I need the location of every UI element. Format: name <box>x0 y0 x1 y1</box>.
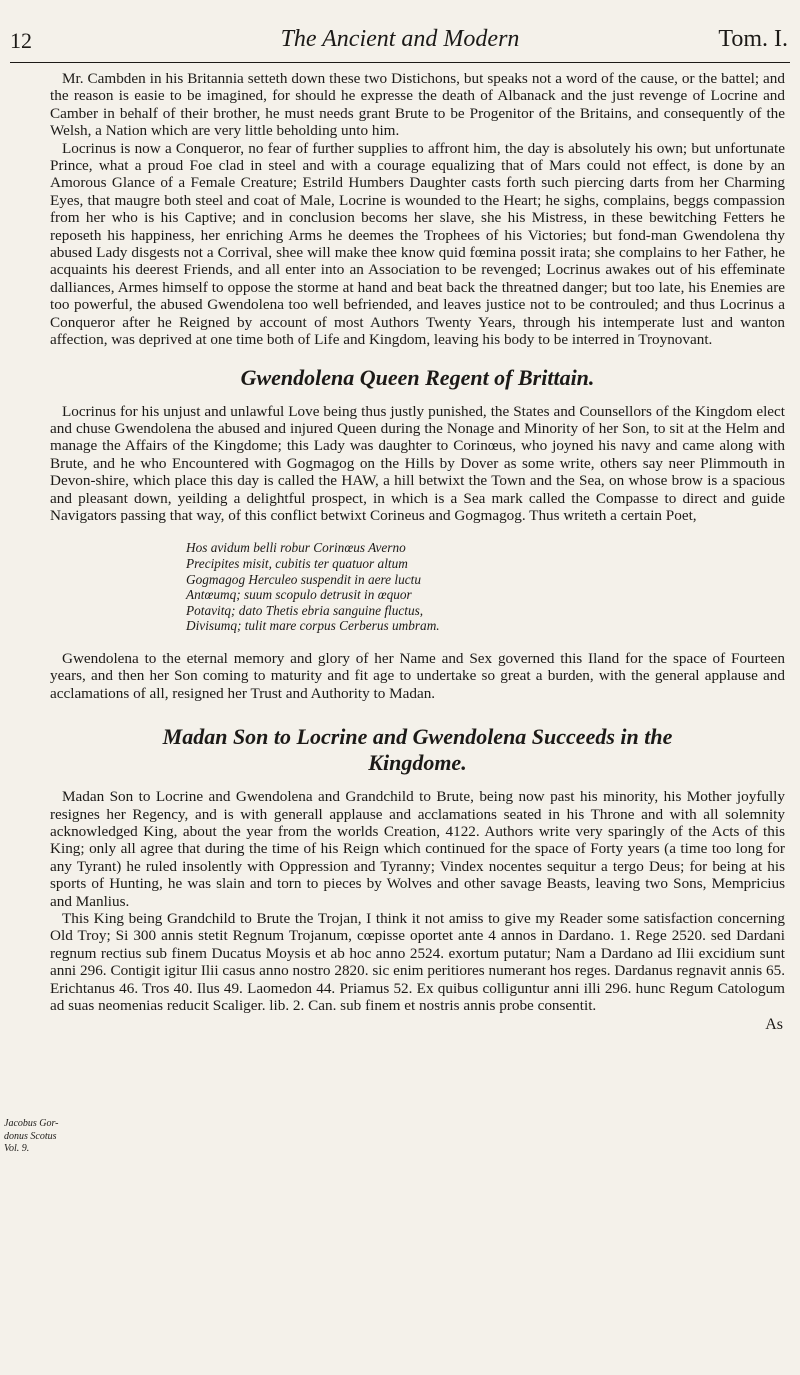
verse-line: Antœumq; suum scopulo detrusit in œquor <box>186 587 412 603</box>
paragraph-cambden: Mr. Cambden in his Britannia setteth down these two Distichons, but speaks not a word of the cause, or the battel; and the reason is easie to be imagined, for should he expresse the death of Albanack and the just revenge of Locrine and Camber in behalf of their brother, he must needs grant Brute to be Progenitor of the Britains, and consequently of the Welsh, a Nation which are very little beholding unto him. <box>50 70 785 140</box>
running-title: The Ancient and Modern <box>280 26 520 52</box>
paragraph-gwendolena-regent: Locrinus for his unjust and unlawful Love being thus justly punished, the States and Counsellors of the Kingdom elect and chuse Gwendolena the abused and injured Queen during the Nonage and Minority of her Son, to sit at the Helm and manage the Affairs of the Kingdome; this Lady was daughter to Corinœus, who joyned his navy and came along with Brute, and he who Encountered with Gogmagog on the Hills by Dover as some write, others say neer Plimmouth in Devon-shire, which place this day is called the HAW, a hill betwixt the Town and the Sea, on whose brow is a spacious and pleasant down, yeilding a delightful prospect, in which is a Sea mark called the Compasse to direct and guide Navigators passing that way, of this conflict betwixt Corineus and Gogmagog. Thus writeth a certain Poet, <box>50 402 785 524</box>
paragraph-gwendolena-governed: Gwendolena to the eternal memory and glory of her Name and Sex governed this Iland for the space of Fourteen years, and then her Son coming to maturity and fit age to undertake so great a burden, with the general applause and acclamations of all, resigned her Trust and Authority to Madan. <box>50 649 785 702</box>
catchword: As <box>765 1016 783 1034</box>
header-rule <box>10 62 790 63</box>
verse-line: Precipites misit, cubitis ter quatuor altum <box>186 555 408 571</box>
volume-label: Tom. I. <box>718 26 788 52</box>
verse-line: Divisumq; tulit mare corpus Cerberus umbram. <box>186 618 440 634</box>
page-number: 12 <box>10 28 32 53</box>
paragraph-old-troy: This King being Grandchild to Brute the Trojan, I think it not amiss to give my Reader some satisfaction concerning Old Troy; Si 300 annis stetit Regnum Trojanum, cœpisse oportet ante 4 annos in Dardano. 1. Rege 2520. sed Dardani regnum rectius sub finem Ducatus Moysis et ab hoc anno 2524. exortum putatur; Nam a Dardano ad Ilii excidium sunt anni 296. Contigit igitur Ilii casus anno nostro 2820. sic enim peritiores numerant hos reges. Dardanus regnavit annis 65. Erichtanus 46. Tros 40. Ilus 49. Laomedon 44. Priamus 52. Ex quibus colliguntur anni illi 296. hunc Regum Catologum ad suas neomenias reducit Scaliger. lib. 2. Can. sub finem et nostris annis probe consentit. <box>50 909 785 1014</box>
verse-line: Hos avidum belli robur Corinœus Averno <box>186 540 406 556</box>
section-heading-madan-line2: Kingdome. <box>368 750 467 776</box>
section-heading-madan-line1: Madan Son to Locrine and Gwendolena Succeeds in the <box>162 724 673 750</box>
verse-line: Potavitq; dato Thetis ebria sanguine fluctus, <box>186 602 424 618</box>
page-body <box>50 70 785 1034</box>
paragraph-locrinus-conqueror: Locrinus is now a Conqueror, no fear of further supplies to affront him, the day is absolutely his own; but unfortunate Prince, what a proud Foe clad in steel and with a courage equalizing that of Mars could not effect, is done by an Amorous Glance of a Female Creature; Estrild Humbers Daughter casts forth such piercing darts from her Charming Eyes, that maugre both steel and coat of Male, Locrine is wounded to the Heart; he sighs, complains, beggs compassion from her who is his Captive; and in conclusion becoms her slave, she his Mistress, in these bewitching Fetters he reposeth his happiness, her enriching Arms he deemes the Trophees of his Victories; but fond-man Gwendolena thy abused Lady disgests not a Corrival, shee will make thee know quid fœmina possit irata; she complains to her Father, he acquaints his deerest Friends, and all enter into an Association to be revenged; Locrinus awakes out of his effeminate dalliances, Armes himself to oppose the storme at hand and beat back the threatned danger; but too late, his Enemies are too powerful, the abused Gwendolena too well befriended, and leaves justice not to be controuled; and thus Locrinus a Conqueror after he Reigned by account of most Authors Twenty Years, through his intemperate lust and wanton affection, was deprived at one time both of Life and Kingdom, leaving his body to be interred in Troynovant. <box>50 139 785 349</box>
section-heading-gwendolena: Gwendolena Queen Regent of Brittain. <box>240 364 595 390</box>
margin-citation-line: Vol. 9. <box>4 1143 30 1154</box>
page-header <box>0 0 800 60</box>
section-heading-madan <box>50 724 785 776</box>
paragraph-madan-reign: Madan Son to Locrine and Gwendolena and Grandchild to Brute, being now past his minority, his Mother joyfully resignes her Regency, and is with generall applause and acclamations seated in his Throne and with all solemnity acknowledged King, about the year from the worlds Creation, 4122. Authors write very sparingly of the Acts of this King; only all agree that during the time of his Reign which continued for the space of Forty years (a time too long for any Tyrant) he ruled insolently with Oppression and Tyranny; Vindex nocentes sequitur a tergo Deus; for being at his sports of Hunting, he was slain and torn to pieces by Wolves and other savage Beasts, leaving two Sons, Mempricius and Manlius. <box>50 788 785 910</box>
latin-verse <box>186 540 785 634</box>
margin-citation <box>4 1118 59 1156</box>
margin-citation-line: Jacobus Gor- <box>4 1118 59 1129</box>
margin-citation-line: donus Scotus <box>4 1130 57 1142</box>
verse-line: Gogmagog Herculeo suspendit in aere luctu <box>186 571 421 587</box>
